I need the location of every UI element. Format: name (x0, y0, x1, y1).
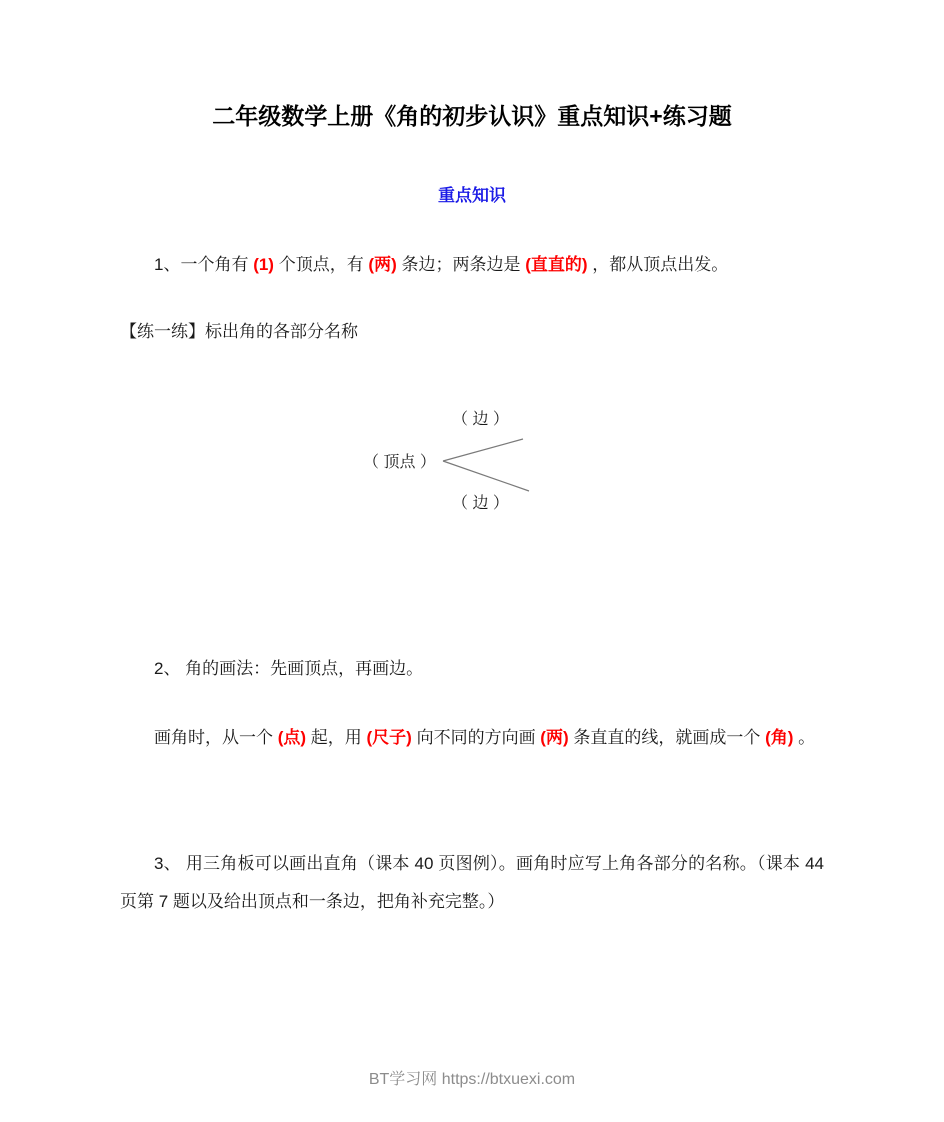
point-1-text-4: ，都从顶点出发。 (587, 255, 729, 274)
point-2-detail-answer-3: (两) (540, 728, 569, 747)
point-2-detail-text-4: 条直直的线，就画成一个 (568, 728, 766, 747)
point-1-text-1: 1、一个角有 (154, 255, 254, 274)
point-1-text-3: 条边；两条边是 (396, 255, 526, 274)
point-2-detail-answer-4: (角) (765, 728, 794, 747)
point-1 (120, 246, 824, 284)
point-2-detail-text-5: 。 (793, 728, 816, 747)
point-1-answer-1: (1) (253, 255, 274, 274)
point-2-detail-text-2: 起，用 (306, 728, 367, 747)
angle-side-label-bottom: （ 边 ） (452, 495, 509, 512)
point-1-answer-2: (两) (368, 255, 397, 274)
angle-upper-ray (443, 439, 523, 461)
point-1-text-2: 个顶点，有 (273, 255, 369, 274)
angle-diagram (120, 403, 824, 518)
point-2-detail-text-3: 向不同的方向画 (411, 728, 541, 747)
page-title: 二年级数学上册《角的初步认识》重点知识+练习题 (212, 103, 732, 129)
angle-lower-ray (443, 461, 529, 491)
angle-figure (435, 433, 545, 498)
point-3: 3、 用三角板可以画出直角（课本 40 页图例）。画角时应写上角各部分的名称。（课本 44 页第 7 题以及给出顶点和一条边，把角补充完整。） (120, 854, 824, 911)
practice-label: 【练一练】标出角的各部分名称 (120, 322, 358, 341)
section-heading: 重点知识 (438, 186, 506, 205)
angle-vertex-label: （ 顶点 ） (363, 454, 436, 471)
angle-side-label-top: （ 边 ） (452, 411, 509, 428)
page-footer: BT学习网 https://btxuexi.com (368, 1071, 576, 1088)
point-2-detail-answer-1: (点) (277, 728, 307, 747)
point-1-answer-3: (直直的) (525, 255, 588, 274)
point-2-detail (120, 719, 824, 757)
point-2: 2、 角的画法：先画顶点，再画边。 (154, 659, 424, 678)
point-2-detail-text-1: 画角时，从一个 (154, 728, 278, 747)
point-2-detail-answer-2: (尺子) (366, 728, 412, 747)
